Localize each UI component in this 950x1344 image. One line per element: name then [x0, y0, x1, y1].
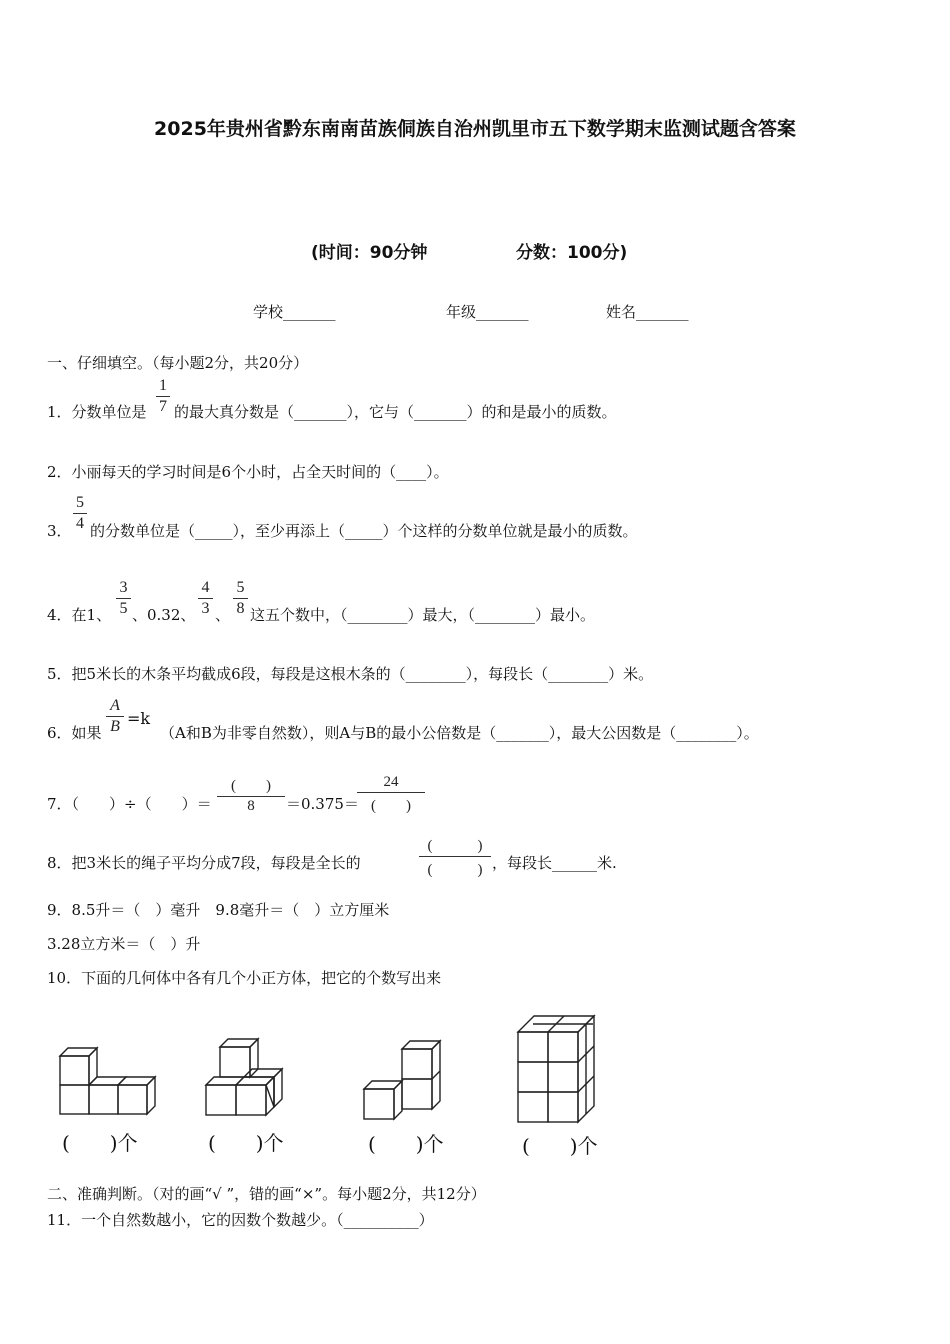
figure-3-caption: ( )个 — [368, 1132, 444, 1156]
question-4-fraction-3 — [233, 579, 248, 618]
question-4-end: 这五个数中，（________）最大，（________）最小。 — [250, 606, 596, 624]
exam-time: (时间：90分钟 — [311, 243, 428, 263]
fraction-numerator: ( ) — [231, 778, 271, 794]
figure-2-caption: ( )个 — [208, 1131, 284, 1155]
fraction-bar — [217, 796, 285, 797]
page-title: 2025年贵州省黔东南南苗族侗族自治州凯里市五下数学期末监测试题含答案 — [154, 118, 796, 140]
question-8-end: ，每段长______米. — [492, 854, 617, 872]
fraction-denominator: 7 — [159, 398, 167, 415]
fraction-denominator: ( ) — [427, 862, 483, 878]
fraction-numerator: 5 — [236, 579, 245, 596]
solid-figure-4 — [512, 1010, 607, 1128]
question-4-sep-1: 、0.32、 — [132, 606, 196, 624]
fraction-bar — [116, 598, 131, 599]
fraction-numerator: 5 — [76, 494, 84, 511]
fraction-numerator: 3 — [119, 579, 128, 596]
question-4-start: 4．在1、 — [47, 606, 112, 624]
question-7-fraction-1 — [217, 774, 285, 815]
question-5: 5．把5米长的木条平均截成6段，每段是这根木条的（________），每段长（________）米。 — [47, 665, 654, 683]
fraction-denominator: 8 — [236, 600, 245, 617]
question-9-line-2: 3.28立方米＝（ ）升 — [47, 935, 201, 953]
fraction-bar — [198, 598, 213, 599]
exam-score: 分数：100分) — [516, 243, 628, 263]
question-4-fraction-2 — [198, 579, 213, 618]
question-4-sep-2: 、 — [215, 606, 231, 624]
fraction-denominator: 5 — [119, 600, 128, 617]
question-6-start: 6．如果 — [47, 724, 102, 742]
question-4-fraction-1 — [116, 579, 131, 618]
question-6-equals-k: =k — [127, 709, 151, 728]
fraction-numerator: 24 — [383, 774, 399, 790]
figure-4-caption: ( )个 — [522, 1134, 598, 1158]
question-3-number: 3． — [47, 522, 72, 540]
solid-figure-3 — [358, 1037, 453, 1125]
grade-field: 年级_______ — [446, 303, 529, 321]
fraction-bar — [73, 513, 87, 514]
question-8-start: 8．把3米长的绳子平均分成7段，每段是全长的 — [47, 854, 361, 872]
question-9-line-1: 9．8.5升＝（ ）毫升 9.8毫升＝（ ）立方厘米 — [47, 901, 390, 919]
question-8-fraction — [419, 834, 491, 879]
question-10: 10．下面的几何体中各有几个小正方体，把它的个数写出来 — [47, 969, 442, 987]
question-3-text: 的分数单位是（_____），至少再添上（_____）个这样的分数单位就是最小的质数。 — [90, 522, 638, 540]
question-7-middle: ＝0.375＝ — [286, 795, 359, 813]
question-6-end: （A和B为非零自然数），则A与B的最小公倍数是（_______），最大公因数是（________）。 — [160, 724, 759, 742]
section-1-heading: 一、仔细填空。（每小题2分，共20分） — [47, 354, 309, 372]
fraction-denominator: 8 — [247, 798, 255, 814]
question-7-start: 7．（ ）÷（ ）＝ — [47, 795, 212, 813]
fraction-bar — [233, 598, 248, 599]
fraction-bar — [156, 396, 170, 397]
fraction-numerator: A — [110, 697, 120, 714]
question-6-fraction — [106, 697, 124, 736]
figure-1-caption: ( )个 — [62, 1131, 138, 1155]
fraction-denominator: B — [110, 718, 120, 735]
solid-figure-1 — [52, 1040, 167, 1122]
fraction-denominator: 4 — [76, 515, 84, 532]
question-1-fraction — [156, 377, 170, 416]
fraction-denominator: ( ) — [371, 798, 411, 814]
question-7-fraction-2 — [357, 774, 425, 815]
question-1-end: 的最大真分数是（_______），它与（_______）的和是最小的质数。 — [174, 403, 617, 421]
question-1-start: 1．分数单位是 — [47, 403, 147, 421]
fraction-numerator: 4 — [201, 579, 210, 596]
question-2: 2．小丽每天的学习时间是6个小时，占全天时间的（____）。 — [47, 463, 449, 481]
question-11: 11．一个自然数越小，它的因数个数越少。（__________） — [47, 1211, 434, 1229]
name-field: 姓名_______ — [606, 303, 689, 321]
fraction-bar — [357, 792, 425, 793]
fraction-bar — [106, 716, 124, 717]
school-field: 学校_______ — [253, 303, 336, 321]
fraction-denominator: 3 — [201, 600, 210, 617]
question-3-fraction — [73, 494, 87, 533]
fraction-bar — [419, 856, 491, 857]
fraction-numerator: ( ) — [427, 838, 483, 854]
fraction-numerator: 1 — [159, 377, 167, 394]
solid-figure-2 — [200, 1035, 300, 1123]
section-2-heading: 二、准确判断。（对的画“√ ”，错的画“×”。每小题2分，共12分） — [47, 1185, 486, 1203]
